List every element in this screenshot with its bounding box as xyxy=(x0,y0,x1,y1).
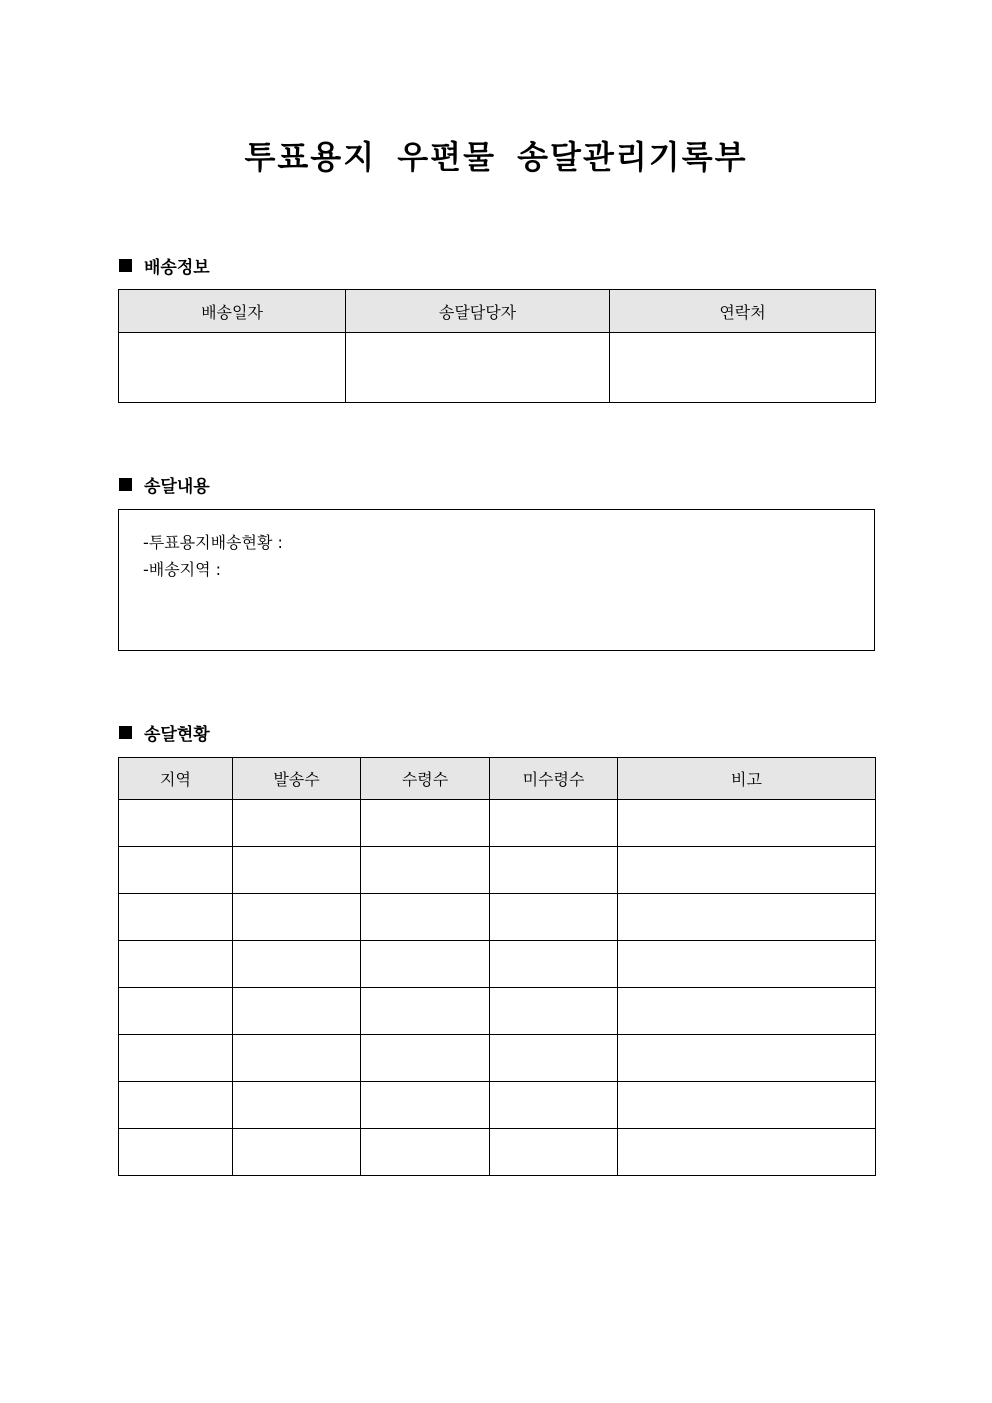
section-heading-delivery-status xyxy=(119,720,210,744)
received-count-cell[interactable] xyxy=(361,988,490,1035)
region-cell[interactable] xyxy=(119,941,233,988)
header-delivery-date: 배송일자 xyxy=(119,290,346,333)
received-count-cell[interactable] xyxy=(361,1082,490,1129)
ballot-delivery-status-line: -투표용지배송현황 : xyxy=(143,533,283,552)
courier-cell[interactable] xyxy=(346,333,610,403)
received-count-cell[interactable] xyxy=(361,1129,490,1176)
section-heading-delivery-info xyxy=(119,253,210,277)
delivery-status-table xyxy=(118,757,876,1176)
sent-count-cell[interactable] xyxy=(233,1129,361,1176)
received-count-cell[interactable] xyxy=(361,800,490,847)
black-square-icon xyxy=(119,478,132,491)
black-square-icon xyxy=(119,259,132,272)
sent-count-cell[interactable] xyxy=(233,1082,361,1129)
header-sent-count: 발송수 xyxy=(233,758,361,800)
header-region: 지역 xyxy=(119,758,233,800)
region-cell[interactable] xyxy=(119,1035,233,1082)
received-count-cell[interactable] xyxy=(361,847,490,894)
table-row xyxy=(119,800,876,847)
region-cell[interactable] xyxy=(119,894,233,941)
unreceived-count-cell[interactable] xyxy=(490,1082,618,1129)
table-row xyxy=(119,1035,876,1082)
received-count-cell[interactable] xyxy=(361,894,490,941)
unreceived-count-cell[interactable] xyxy=(490,988,618,1035)
remarks-cell[interactable] xyxy=(618,894,876,941)
delivery-region-line: -배송지역 : xyxy=(143,560,222,579)
unreceived-count-cell[interactable] xyxy=(490,847,618,894)
sent-count-cell[interactable] xyxy=(233,800,361,847)
contact-cell[interactable] xyxy=(610,333,876,403)
header-unreceived-count: 미수령수 xyxy=(490,758,618,800)
section-heading-label: 배송정보 xyxy=(144,257,210,278)
sent-count-cell[interactable] xyxy=(233,1035,361,1082)
delivery-status-header-row xyxy=(119,758,876,800)
delivery-info-table xyxy=(118,289,876,403)
sent-count-cell[interactable] xyxy=(233,847,361,894)
region-cell[interactable] xyxy=(119,1082,233,1129)
received-count-cell[interactable] xyxy=(361,941,490,988)
unreceived-count-cell[interactable] xyxy=(490,894,618,941)
header-remarks: 비고 xyxy=(618,758,876,800)
remarks-cell[interactable] xyxy=(618,988,876,1035)
sent-count-cell[interactable] xyxy=(233,894,361,941)
sent-count-cell[interactable] xyxy=(233,941,361,988)
table-row xyxy=(119,847,876,894)
table-row xyxy=(119,941,876,988)
table-row xyxy=(119,988,876,1035)
delivery-date-cell[interactable] xyxy=(119,333,346,403)
black-square-icon xyxy=(119,726,132,739)
delivery-info-header-row xyxy=(119,290,876,333)
section-heading-label: 송달내용 xyxy=(144,476,210,497)
table-row xyxy=(119,1082,876,1129)
page-title: 투표용지 우편물 송달관리기록부 xyxy=(244,138,748,176)
header-contact: 연락처 xyxy=(610,290,876,333)
region-cell[interactable] xyxy=(119,847,233,894)
table-row xyxy=(119,1129,876,1176)
region-cell[interactable] xyxy=(119,1129,233,1176)
unreceived-count-cell[interactable] xyxy=(490,800,618,847)
unreceived-count-cell[interactable] xyxy=(490,1035,618,1082)
remarks-cell[interactable] xyxy=(618,800,876,847)
received-count-cell[interactable] xyxy=(361,1035,490,1082)
section-heading-label: 송달현황 xyxy=(144,724,210,745)
region-cell[interactable] xyxy=(119,800,233,847)
delivery-content-box[interactable] xyxy=(118,509,875,651)
remarks-cell[interactable] xyxy=(618,1035,876,1082)
header-courier: 송달담당자 xyxy=(346,290,610,333)
unreceived-count-cell[interactable] xyxy=(490,1129,618,1176)
region-cell[interactable] xyxy=(119,988,233,1035)
unreceived-count-cell[interactable] xyxy=(490,941,618,988)
remarks-cell[interactable] xyxy=(618,1082,876,1129)
section-heading-delivery-content xyxy=(119,472,210,496)
table-row xyxy=(119,894,876,941)
remarks-cell[interactable] xyxy=(618,1129,876,1176)
delivery-info-value-row xyxy=(119,333,876,403)
remarks-cell[interactable] xyxy=(618,847,876,894)
sent-count-cell[interactable] xyxy=(233,988,361,1035)
remarks-cell[interactable] xyxy=(618,941,876,988)
header-received-count: 수령수 xyxy=(361,758,490,800)
